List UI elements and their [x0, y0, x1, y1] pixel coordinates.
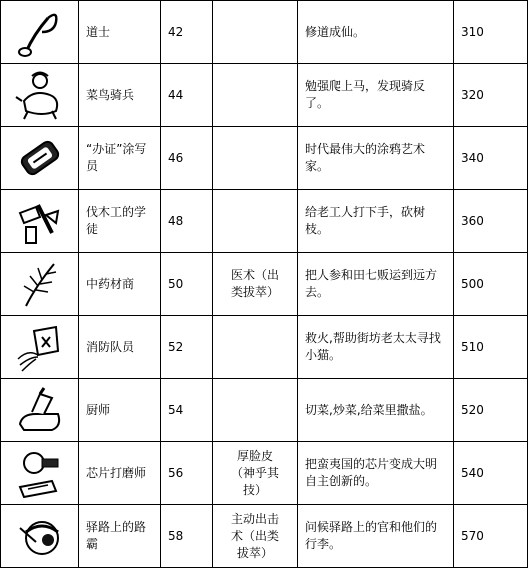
icon-cell: [1, 379, 79, 442]
career-value: 360: [454, 190, 528, 253]
icon-cell: [1, 442, 79, 505]
career-value: 340: [454, 127, 528, 190]
herb-icon: [12, 256, 68, 312]
rider-icon: [12, 67, 68, 123]
career-level: 48: [161, 190, 213, 253]
career-title: 菜鸟骑兵: [79, 64, 161, 127]
career-value: 500: [454, 253, 528, 316]
career-skill: [213, 64, 298, 127]
career-desc: 切菜,炒菜,给菜里撒盐。: [298, 379, 454, 442]
career-level: 58: [161, 505, 213, 568]
table-row: [1, 1, 528, 64]
career-skill: [213, 127, 298, 190]
career-skill: [213, 1, 298, 64]
fire-hydrant-icon: [12, 319, 68, 375]
career-skill: 医术（出类拔萃）: [213, 253, 298, 316]
career-skill: [213, 190, 298, 253]
spray-can-icon: [12, 130, 68, 186]
grinder-icon: [12, 445, 68, 501]
career-level: 42: [161, 1, 213, 64]
icon-cell: [1, 253, 79, 316]
career-desc: 修道成仙。: [298, 1, 454, 64]
whip-icon: [12, 4, 68, 60]
table-row: [1, 190, 528, 253]
career-level: 52: [161, 316, 213, 379]
career-level: 54: [161, 379, 213, 442]
career-skill: 主动出击术（出类拔萃）: [213, 505, 298, 568]
career-value: 320: [454, 64, 528, 127]
table-row: [1, 316, 528, 379]
icon-cell: [1, 127, 79, 190]
table-row: [1, 253, 528, 316]
table-row: [1, 505, 528, 568]
career-title: 道士: [79, 1, 161, 64]
career-level: 44: [161, 64, 213, 127]
career-value: 520: [454, 379, 528, 442]
career-desc: 勉强爬上马，发现骑反了。: [298, 64, 454, 127]
career-level: 50: [161, 253, 213, 316]
career-skill: [213, 379, 298, 442]
career-desc: 问候驿路上的官和他们的行李。: [298, 505, 454, 568]
icon-cell: [1, 1, 79, 64]
career-skill: [213, 316, 298, 379]
table-row: [1, 64, 528, 127]
career-value: 570: [454, 505, 528, 568]
career-desc: 给老工人打下手，砍树枝。: [298, 190, 454, 253]
career-title: 伐木工的学徒: [79, 190, 161, 253]
career-skill: 厚脸皮（神乎其技）: [213, 442, 298, 505]
career-title: “办证”涂写员: [79, 127, 161, 190]
career-desc: 把蛮夷国的芯片变成大明自主创新的。: [298, 442, 454, 505]
table-row: [1, 127, 528, 190]
career-title: 芯片打磨师: [79, 442, 161, 505]
icon-cell: [1, 190, 79, 253]
icon-cell: [1, 316, 79, 379]
career-desc: 把人参和田七贩运到远方去。: [298, 253, 454, 316]
axe-icon: [12, 193, 68, 249]
career-value: 310: [454, 1, 528, 64]
career-level: 56: [161, 442, 213, 505]
career-desc: 救火,帮助街坊老太太寻找小猫。: [298, 316, 454, 379]
career-desc: 时代最伟大的涂鸦艺术家。: [298, 127, 454, 190]
career-title: 消防队员: [79, 316, 161, 379]
icon-cell: [1, 505, 79, 568]
career-title: 中药材商: [79, 253, 161, 316]
icon-cell: [1, 64, 79, 127]
career-title: 驿路上的路霸: [79, 505, 161, 568]
career-value: 510: [454, 316, 528, 379]
table-row: [1, 442, 528, 505]
career-title: 厨师: [79, 379, 161, 442]
table-row: [1, 379, 528, 442]
pirate-icon: [12, 508, 68, 564]
career-value: 540: [454, 442, 528, 505]
cleaver-icon: [12, 382, 68, 438]
career-level: 46: [161, 127, 213, 190]
